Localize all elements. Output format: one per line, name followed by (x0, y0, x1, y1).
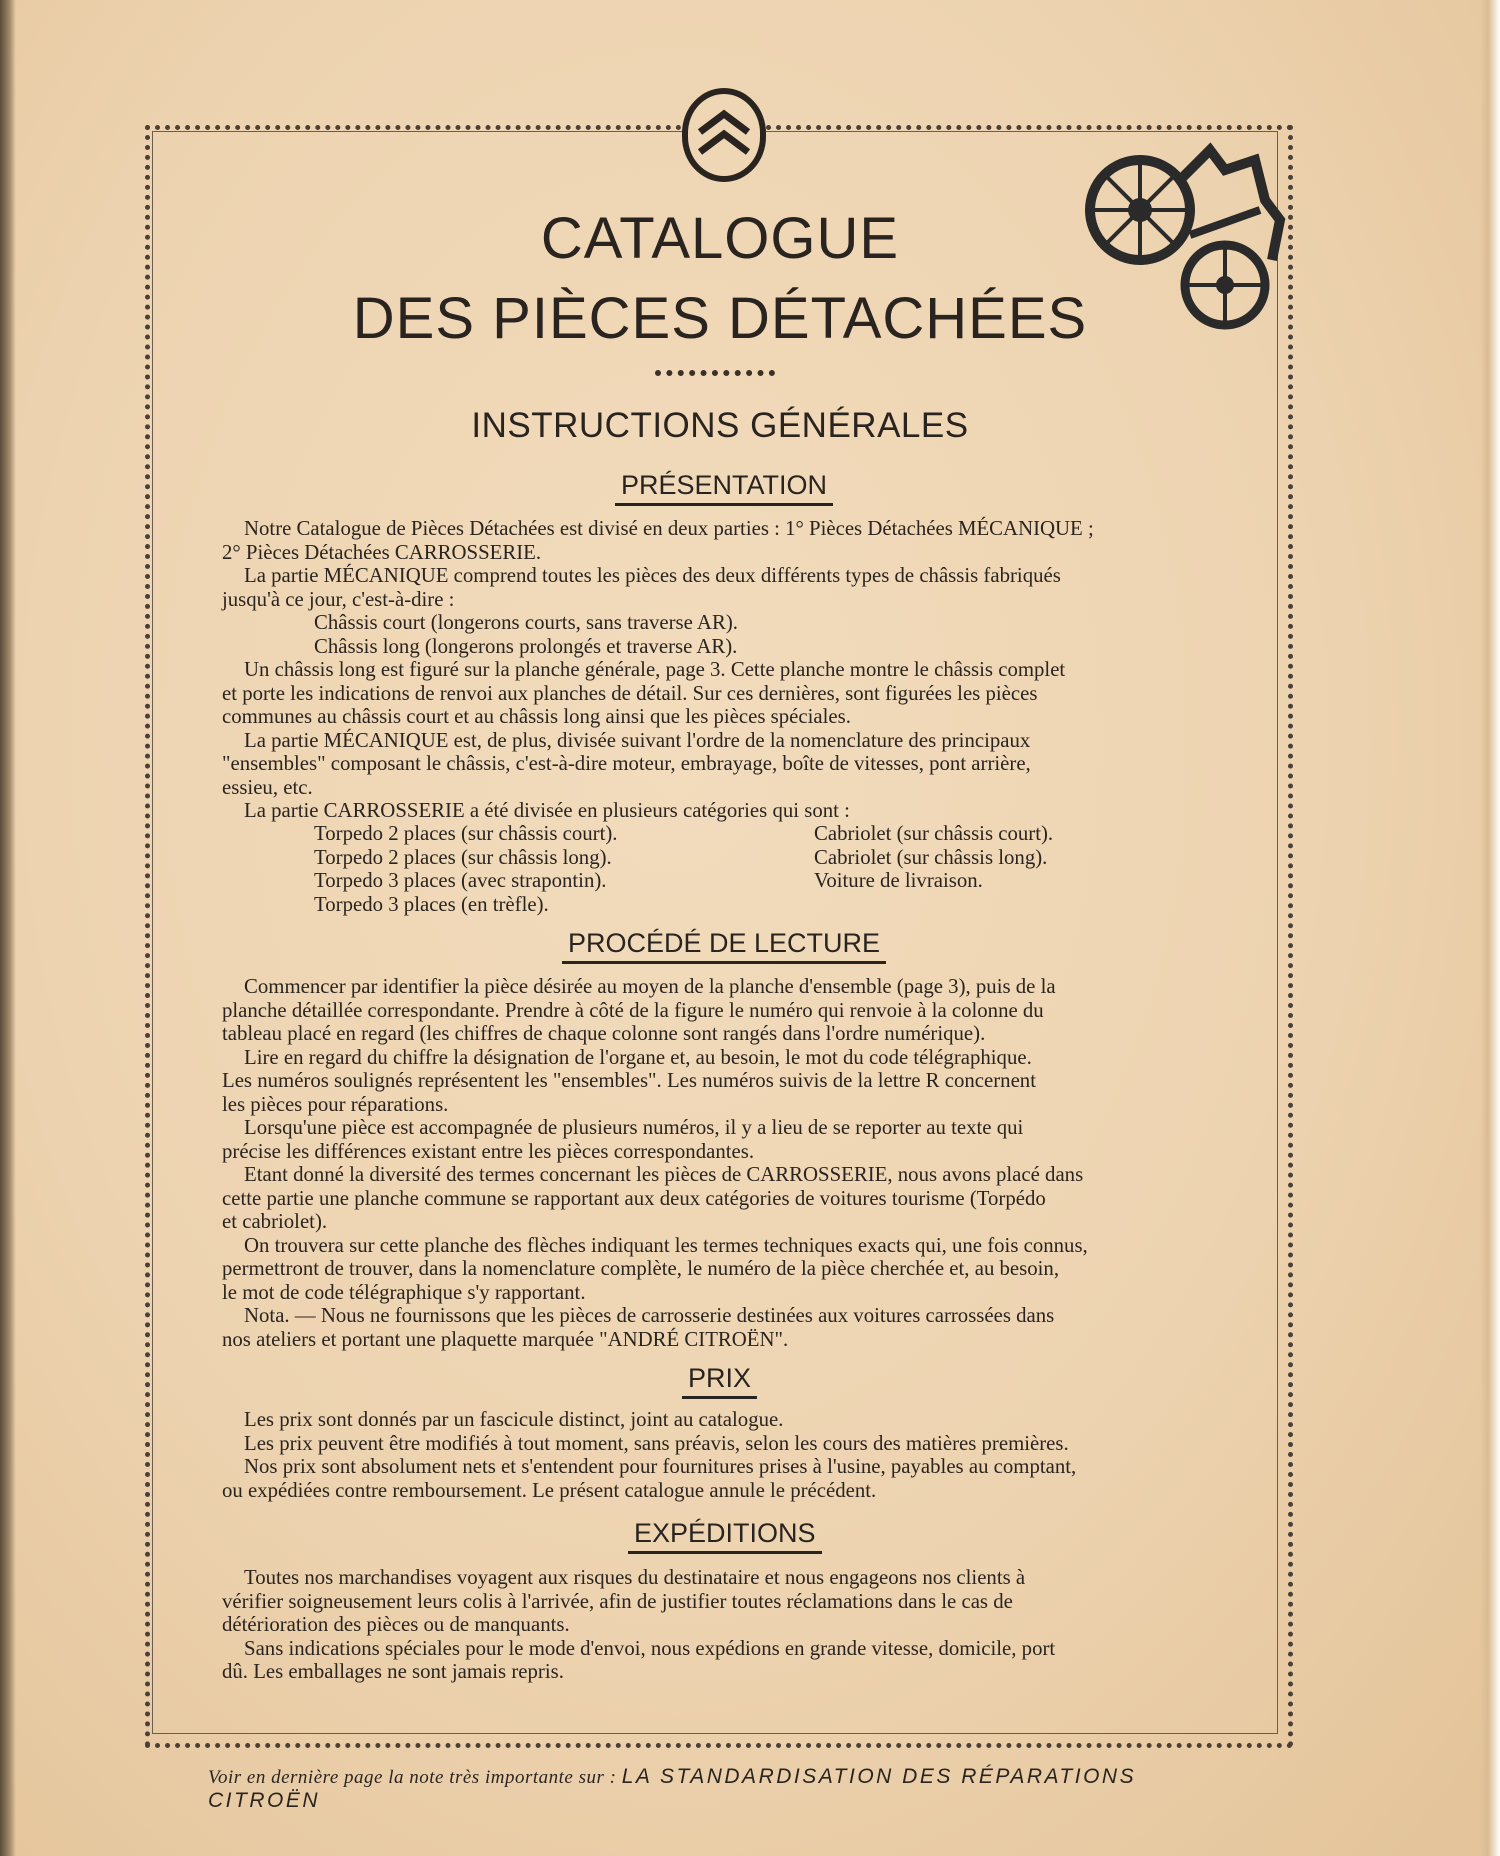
prix-heading: PRIX (682, 1363, 757, 1399)
presentation-text (222, 517, 1217, 823)
presentation-heading: PRÉSENTATION (615, 470, 833, 506)
text-line: ou expédiées contre remboursement. Le présent catalogue annule le précédent. (222, 1478, 877, 1502)
text-line: nos ateliers et portant une plaquette marquée "ANDRÉ CITROËN". (222, 1327, 789, 1351)
instructions-title: INSTRUCTIONS GÉNÉRALES (471, 406, 969, 445)
footer-prefix: Voir en dernière page la note très importante sur : (208, 1767, 617, 1788)
text-line: tableau placé en regard (les chiffres de chaque colonne sont rangés dans l'ordre numérique). (222, 1022, 986, 1045)
text-line: Nota. — Nous ne fournissons que les pièces de carrosserie destinées aux voitures carrossées dans (244, 1304, 1055, 1327)
carrosserie-categories (222, 822, 1217, 916)
text-line: On trouvera sur cette planche des flèches indiquant les termes techniques exacts qui, une fois connus, (244, 1233, 1088, 1257)
dotted-separator (655, 370, 775, 384)
text-line: dû. Les emballages ne sont jamais repris. (222, 1660, 564, 1683)
text-line: essieu, etc. (222, 775, 313, 799)
text-line: Châssis court (longerons courts, sans traverse AR). (314, 611, 738, 634)
text-line: Lorsqu'une pièce est accompagnée de plusieurs numéros, il y a lieu de se reporter au texte qui (244, 1116, 1024, 1139)
lecture-heading: PROCÉDÉ DE LECTURE (562, 928, 886, 964)
text-line: le mot de code télégraphique s'y rapportant. (222, 1280, 586, 1304)
category-item: Voiture de livraison. (814, 869, 983, 892)
text-line: et porte les indications de renvoi aux planches de détail. Sur ces dernières, sont figurées les pièces (222, 681, 1038, 705)
text-line: Sans indications spéciales pour le mode d'envoi, nous expédions en grande vitesse, domicile, port (244, 1636, 1056, 1660)
text-line: Toutes nos marchandises voyagent aux risques du destinataire et nous engageons nos clients à (244, 1566, 1026, 1589)
text-line: vérifier soigneusement leurs colis à l'arrivée, afin de justifier toutes réclamations dans le cas de (222, 1589, 1013, 1613)
text-line: communes au châssis court et au châssis long ainsi que les pièces spéciales. (222, 705, 851, 728)
category-item: Cabriolet (sur châssis court). (814, 822, 1054, 845)
text-line: Nos prix sont absolument nets et s'entendent pour fournitures prises à l'usine, payables au comptant, (244, 1455, 1077, 1478)
footer-highlight: LA STANDARDISATION DES RÉPARATIONS CITROËN (208, 1765, 1137, 1812)
text-line: Un châssis long est figuré sur la planche générale, page 3. Cette planche montre le châssis complet (244, 658, 1066, 681)
text-line: La partie MÉCANIQUE est, de plus, divisée suivant l'ordre de la nomenclature des principaux (244, 728, 1031, 752)
lecture-text (222, 975, 1217, 1351)
page-edge (1480, 0, 1500, 1856)
text-line: Notre Catalogue de Pièces Détachées est divisé en deux parties : 1° Pièces Détachées MÉCANIQUE ; (244, 517, 1094, 540)
text-line: "ensembles" composant le châssis, c'est-à-dire moteur, embrayage, boîte de vitesses, pont arrière, (222, 752, 1031, 775)
text-line: détérioration des pièces ou de manquants. (222, 1613, 570, 1636)
text-line: Les numéros soulignés représentent les "ensembles". Les numéros suivis de la lettre R concernent (222, 1069, 1036, 1092)
text-line: Les prix sont donnés par un fascicule distinct, joint au catalogue. (244, 1408, 784, 1431)
category-item: Torpedo 2 places (sur châssis long). (314, 845, 612, 869)
text-line: précise les différences existant entre les pièces correspondantes. (222, 1139, 755, 1163)
page-shadow (0, 0, 16, 1856)
text-line: La partie MÉCANIQUE comprend toutes les pièces des deux différents types de châssis fabriqués (244, 564, 1061, 587)
catalogue-title: CATALOGUE (540, 206, 900, 271)
catalogue-subtitle: DES PIÈCES DÉTACHÉES (352, 286, 1088, 351)
expeditions-heading: EXPÉDITIONS (628, 1518, 822, 1554)
category-item: Torpedo 2 places (sur châssis court). (314, 822, 618, 845)
text-line: les pièces pour réparations. (222, 1092, 449, 1116)
expeditions-text (222, 1566, 1217, 1684)
text-line: Commencer par identifier la pièce désirée au moyen de la planche d'ensemble (page 3), puis de la (244, 975, 1056, 998)
text-line: planche détaillée correspondante. Prendre à côté de la figure le numéro qui renvoie à la colonne du (222, 998, 1044, 1022)
text-line: Lire en regard du chiffre la désignation de l'organe et, au besoin, le mot du code télégraphique. (244, 1045, 1032, 1069)
text-line: 2° Pièces Détachées CARROSSERIE. (222, 540, 542, 564)
text-line: et cabriolet). (222, 1210, 328, 1233)
text-line: cette partie une planche commune se rapportant aux deux catégories de voitures tourisme (Torpédo (222, 1186, 1046, 1210)
text-line: Etant donné la diversité des termes concernant les pièces de CARROSSERIE, nous avons placé dans (244, 1163, 1084, 1186)
text-line: Châssis long (longerons prolongés et traverse AR). (314, 634, 738, 658)
footer-note (208, 1765, 1248, 1813)
category-item: Torpedo 3 places (avec strapontin). (314, 869, 607, 892)
text-line: Les prix peuvent être modifiés à tout moment, sans préavis, selon les cours des matières premières. (244, 1431, 1069, 1455)
text-line: permettront de trouver, dans la nomenclature complète, le numéro de la pièce cherchée et, au besoin, (222, 1257, 1060, 1280)
text-line: La partie CARROSSERIE a été divisée en plusieurs catégories qui sont : (244, 799, 850, 822)
category-item: Torpedo 3 places (en trèfle). (314, 892, 549, 916)
text-line: jusqu'à ce jour, c'est-à-dire : (222, 587, 455, 611)
category-item: Cabriolet (sur châssis long). (814, 845, 1048, 869)
citroen-chevron-logo (682, 88, 766, 182)
prix-text (222, 1408, 1217, 1502)
